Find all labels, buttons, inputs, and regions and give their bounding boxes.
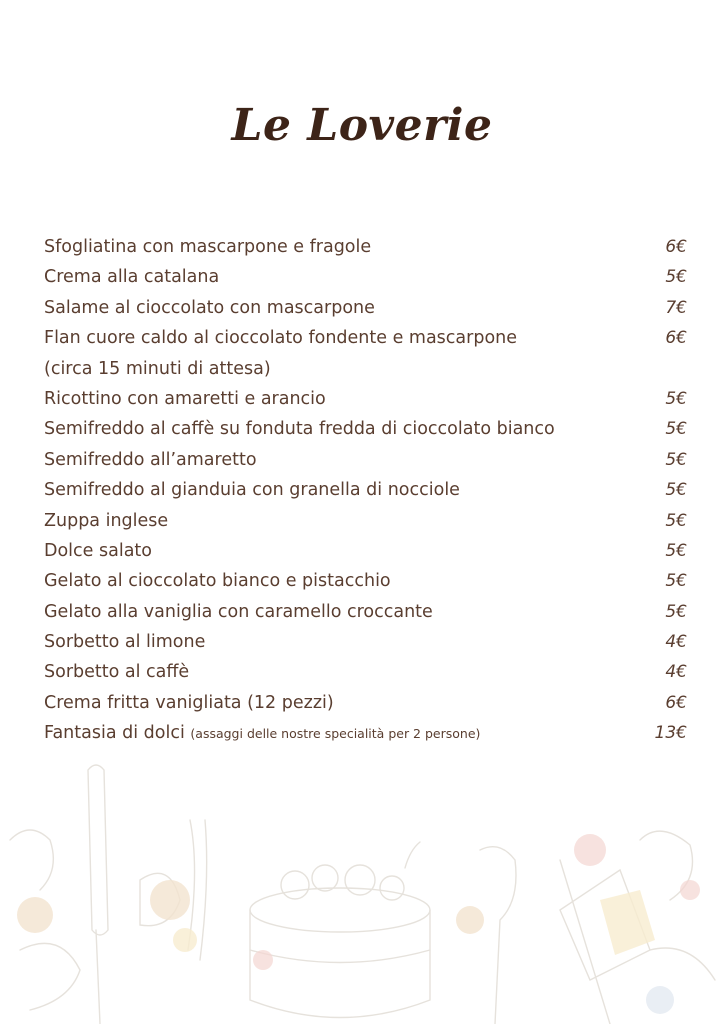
menu-item-name: Zuppa inglese	[44, 510, 169, 531]
dessert-menu-list	[44, 232, 687, 749]
menu-item	[44, 718, 687, 748]
menu-item	[44, 293, 687, 323]
menu-item-name	[44, 718, 480, 749]
menu-item-subnote: (assaggi delle nostre specialità per 2 persone)	[190, 726, 481, 742]
menu-item	[44, 536, 687, 566]
menu-item-price: 5€	[665, 419, 687, 440]
menu-item	[44, 657, 687, 687]
menu-item-name: Sorbetto al limone	[44, 632, 206, 653]
menu-item-name: Crema alla catalana	[44, 267, 220, 288]
menu-item	[44, 232, 687, 262]
menu-item-price: 5€	[665, 267, 687, 288]
menu-item-name: Dolce salato	[44, 540, 152, 561]
menu-item-name: Gelato alla vaniglia con caramello croccante	[44, 601, 433, 622]
menu-item-name: (circa 15 minuti di attesa)	[44, 358, 271, 379]
dessert-illustration	[0, 750, 724, 1024]
menu-item	[44, 627, 687, 657]
menu-item-price: 5€	[665, 601, 687, 622]
menu-item-price: 5€	[665, 540, 687, 561]
menu-item	[44, 566, 687, 596]
menu-item-price: 4€	[665, 662, 687, 683]
menu-item-name: Gelato al cioccolato bianco e pistacchio	[44, 571, 391, 592]
menu-item-name: Semifreddo al gianduia con granella di nocciole	[44, 480, 460, 501]
menu-item	[44, 414, 687, 444]
menu-item-price: 5€	[665, 388, 687, 409]
menu-item-price: 5€	[665, 480, 687, 501]
menu-item-price: 13€	[654, 723, 687, 744]
menu-item-price: 6€	[665, 692, 687, 713]
menu-item-price: 4€	[665, 632, 687, 653]
menu-item-name: Semifreddo al caffè su fonduta fredda di cioccolato bianco	[44, 419, 555, 440]
menu-item-name: Salame al cioccolato con mascarpone	[44, 297, 375, 318]
menu-item	[44, 506, 687, 536]
menu-item	[44, 384, 687, 414]
menu-item-name: Crema fritta vanigliata (12 pezzi)	[44, 692, 334, 713]
menu-item	[44, 323, 687, 353]
menu-item	[44, 262, 687, 292]
menu-item-name: Sorbetto al caffè	[44, 662, 190, 683]
menu-item-price: 5€	[665, 571, 687, 592]
menu-item	[44, 597, 687, 627]
menu-item-price: 6€	[665, 328, 687, 349]
menu-item-price: 5€	[665, 510, 687, 531]
menu-item-name: Sfogliatina con mascarpone e fragole	[44, 237, 372, 257]
menu-item-title: Fantasia di dolci	[44, 723, 185, 744]
menu-item	[44, 688, 687, 718]
menu-item-note	[44, 354, 687, 384]
menu-item	[44, 475, 687, 505]
menu-item-name: Semifreddo all’amaretto	[44, 449, 257, 470]
page-title: Le Loverie	[231, 100, 493, 151]
menu-item-name: Flan cuore caldo al cioccolato fondente e mascarpone	[44, 328, 518, 349]
menu-item	[44, 445, 687, 475]
menu-item-price: 7€	[665, 297, 687, 318]
menu-item-price: 5€	[665, 449, 687, 470]
menu-item-name: Ricottino con amaretti e arancio	[44, 388, 326, 409]
menu-item-price: 6€	[665, 237, 687, 257]
